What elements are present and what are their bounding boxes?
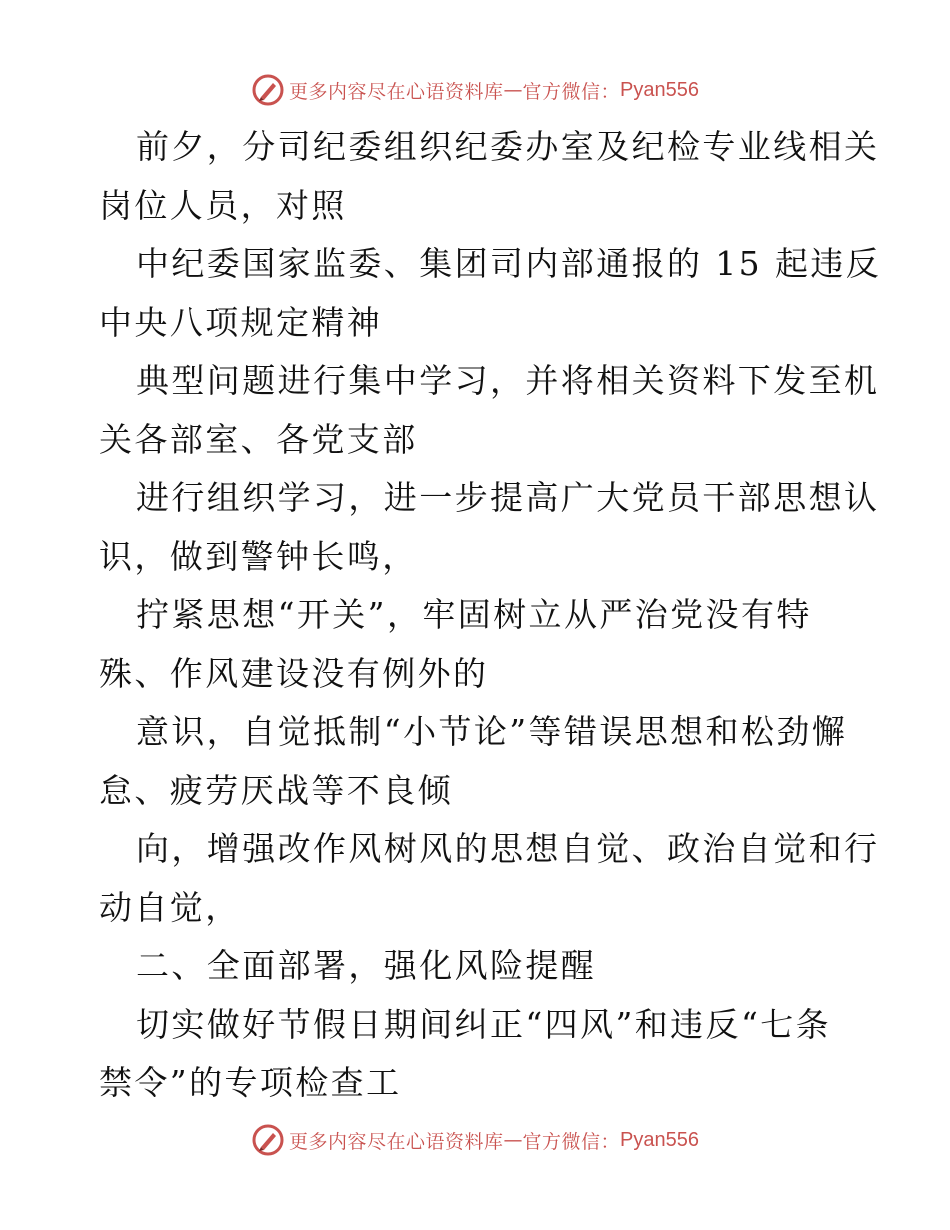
body-line: 中纪委国家监委、集团司内部通报的 15 起违反	[136, 244, 882, 283]
body-line: 前夕，分司纪委组织纪委办室及纪检专业线相关	[136, 127, 880, 166]
body-line: 禁令”的专项检查工	[99, 1063, 402, 1102]
header-banner	[0, 70, 950, 110]
body-line: 向，增强改作风树风的思想自觉、政治自觉和行	[136, 829, 880, 868]
banner-separator: —	[503, 79, 523, 101]
body-line: 殊、作风建设没有例外的	[99, 653, 489, 693]
banner-label: 官方微信：	[522, 1130, 621, 1153]
banner-label: 官方微信：	[522, 80, 621, 103]
body-line: 进行组织学习，进一步提高广大党员干部思想认	[136, 478, 880, 517]
body-line: 怠、疲劳厌战等不良倾	[99, 770, 453, 810]
body-line: 典型问题进行集中学习，并将相关资料下发至机	[136, 361, 880, 400]
banner-text: 更多内容尽在心语资料库	[289, 1130, 504, 1153]
pen-logo-icon	[251, 1123, 285, 1157]
document-body	[99, 118, 882, 1113]
banner-wechat-id: Pyan556	[620, 1128, 699, 1151]
banner-wechat-id: Pyan556	[620, 78, 699, 101]
banner-separator: —	[503, 1129, 523, 1151]
body-line: 拧紧思想“开关”，牢固树立从严治党没有特	[136, 595, 812, 634]
pen-logo-icon	[251, 73, 285, 107]
section-heading: 二、全面部署，强化风险提醒	[136, 946, 597, 985]
body-line: 切实做好节假日期间纠正“四风”和违反“七条	[136, 1004, 832, 1044]
body-line: 岗位人员，对照	[99, 185, 347, 225]
body-line: 关各部室、各党支部	[99, 419, 418, 459]
body-line: 中央八项规定精神	[99, 302, 383, 342]
banner-text: 更多内容尽在心语资料库	[289, 80, 504, 103]
body-line: 动自觉，	[99, 887, 241, 927]
footer-banner	[0, 1120, 950, 1160]
body-line: 意识，自觉抵制“小节论”等错误思想和松劲懈	[136, 712, 848, 751]
body-line: 识，做到警钟长鸣，	[99, 536, 418, 576]
